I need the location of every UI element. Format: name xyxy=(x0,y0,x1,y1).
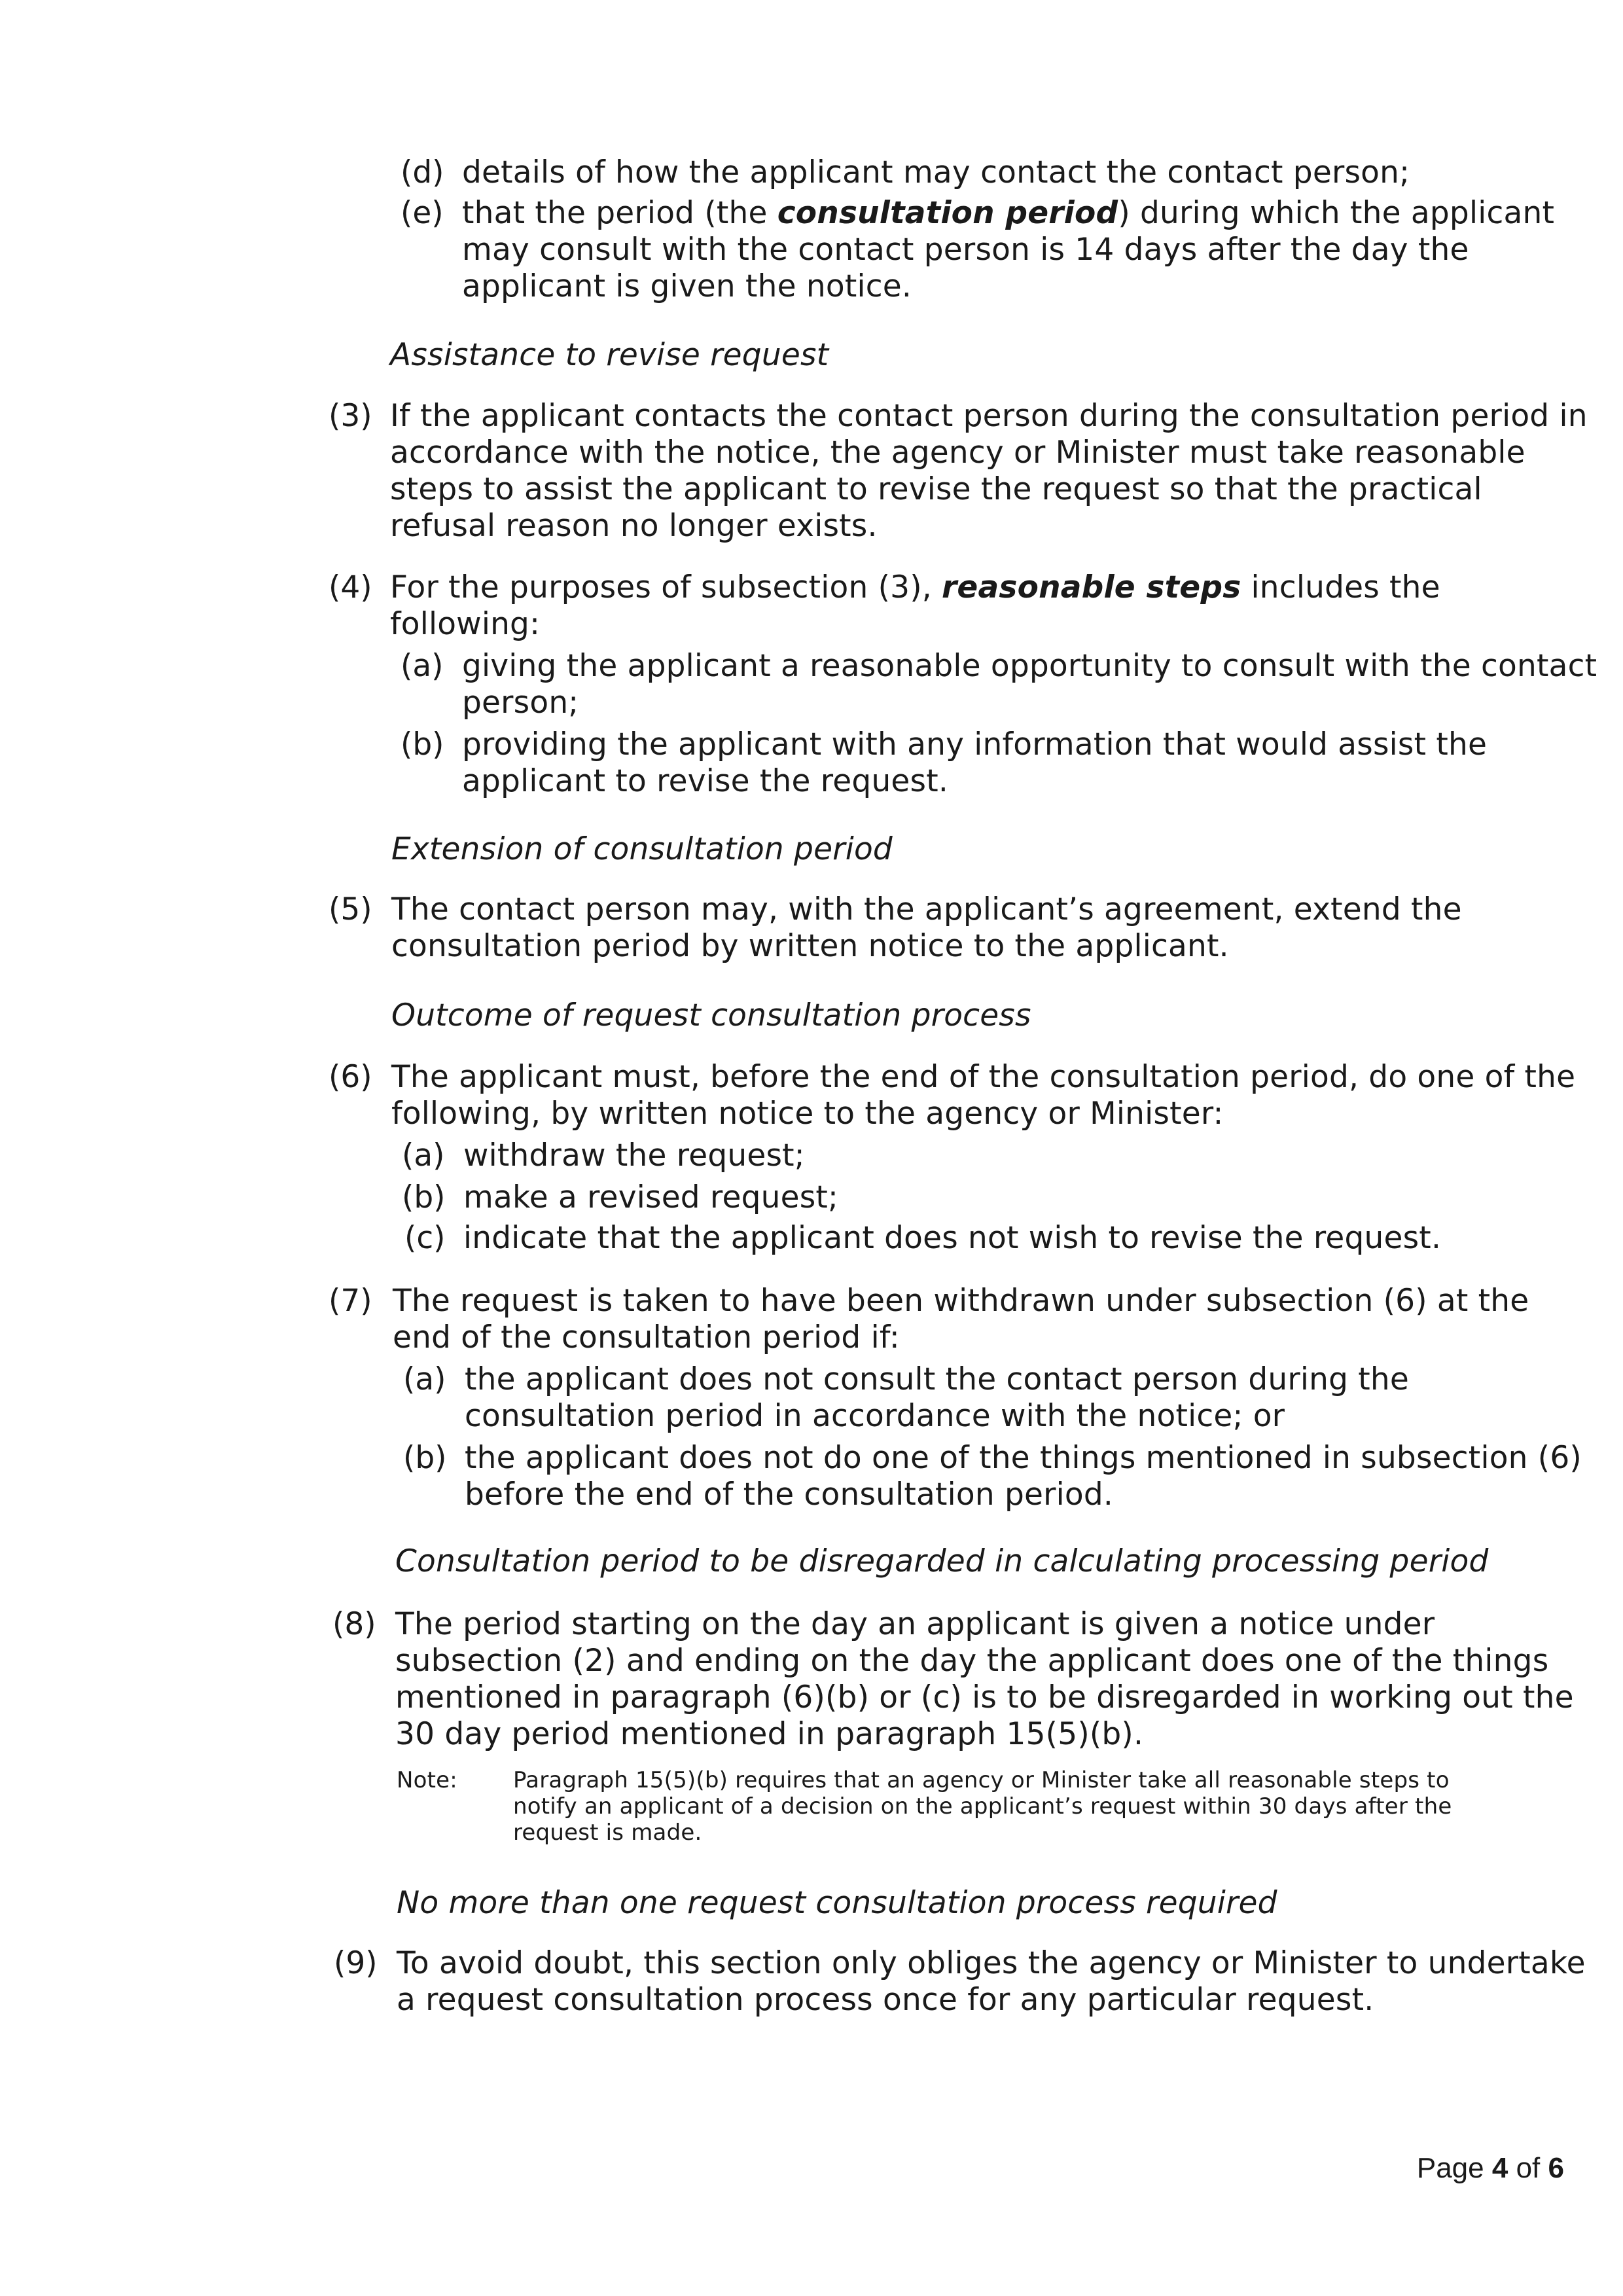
subsection-3-line-1: If the applicant contacts the contact person during the consultation period in xyxy=(390,398,1588,434)
subsection-4-b-line-1: providing the applicant with any information that would assist the xyxy=(462,726,1488,762)
subsection-6-c-text: indicate that the applicant does not wish to revise the request. xyxy=(463,1220,1442,1256)
paragraph-e-line-3: applicant is given the notice. xyxy=(462,268,912,304)
subsection-6-b-label: (b) xyxy=(402,1179,446,1215)
subsection-8-line-1: The period starting on the day an applicant is given a notice under xyxy=(395,1606,1435,1642)
subsection-6-a-text: withdraw the request; xyxy=(463,1138,805,1174)
subsection-8-line-2: subsection (2) and ending on the day the applicant does one of the things xyxy=(395,1643,1549,1679)
paragraph-e-line-2: may consult with the contact person is 14 days after the day the xyxy=(462,232,1469,268)
heading-extension: Extension of consultation period xyxy=(391,831,893,867)
defined-term-reasonable-steps: reasonable steps xyxy=(942,569,1241,605)
paragraph-e-line-1 xyxy=(462,195,1554,232)
subsection-7-a-line-2: consultation period in accordance with the notice; or xyxy=(465,1398,1285,1434)
subsection-6-line-1: The applicant must, before the end of the consultation period, do one of the xyxy=(391,1059,1576,1095)
subsection-9-label: (9) xyxy=(334,1945,378,1981)
subsection-7-a-line-1: the applicant does not consult the contact person during the xyxy=(465,1361,1410,1397)
paragraph-d-label: (d) xyxy=(401,154,444,190)
subsection-7-line-2: end of the consultation period if: xyxy=(393,1319,900,1355)
subsection-7-b-line-1: the applicant does not do one of the things mentioned in subsection (6) xyxy=(465,1440,1582,1476)
heading-once: No more than one request consultation process required xyxy=(397,1885,1277,1921)
subsection-6-label: (6) xyxy=(329,1059,372,1095)
subsection-7-line-1: The request is taken to have been withdrawn under subsection (6) at the xyxy=(393,1283,1529,1319)
total-pages: 6 xyxy=(1548,2152,1564,2184)
subsection-8-label: (8) xyxy=(332,1606,376,1642)
subsection-7-b-label: (b) xyxy=(403,1440,447,1476)
paragraph-e-label: (e) xyxy=(401,195,444,231)
subsection-3-line-3: steps to assist the applicant to revise the request so that the practical xyxy=(390,471,1482,507)
heading-disregard: Consultation period to be disregarded in calculating processing period xyxy=(395,1543,1489,1579)
subsection-6-b-text: make a revised request; xyxy=(463,1179,839,1215)
subsection-4-a-label: (a) xyxy=(401,648,444,684)
subsection-7-label: (7) xyxy=(329,1283,372,1319)
subsection-4-line-2: following: xyxy=(390,606,541,642)
of-word: of xyxy=(1516,2152,1541,2184)
subsection-8-line-4: 30 day period mentioned in paragraph 15(5)(b). xyxy=(395,1716,1144,1752)
subsection-7-b-line-2: before the end of the consultation period. xyxy=(465,1477,1114,1513)
subsection-4-b-label: (b) xyxy=(401,726,444,762)
note-line-3: request is made. xyxy=(513,1820,702,1846)
note-line-1: Paragraph 15(5)(b) requires that an agency or Minister take all reasonable steps to xyxy=(513,1767,1450,1793)
subsection-4-line-1 xyxy=(390,569,1440,606)
paragraph-e-line-1-pre: that the period (the xyxy=(462,195,777,231)
subsection-6-a-label: (a) xyxy=(402,1138,445,1174)
heading-assistance: Assistance to revise request xyxy=(390,337,829,373)
subsection-3-line-2: accordance with the notice, the agency or Minister must take reasonable xyxy=(390,435,1525,471)
heading-outcome: Outcome of request consultation process xyxy=(391,997,1031,1033)
current-page: 4 xyxy=(1491,2152,1508,2184)
subsection-9-line-1: To avoid doubt, this section only obliges the agency or Minister to undertake xyxy=(397,1945,1586,1981)
subsection-4-label: (4) xyxy=(329,569,372,605)
subsection-5-label: (5) xyxy=(329,891,372,927)
subsection-4-b-line-2: applicant to revise the request. xyxy=(462,763,949,799)
subsection-7-a-label: (a) xyxy=(403,1361,446,1397)
page-number xyxy=(1417,2152,1564,2185)
note-line-2: notify an applicant of a decision on the applicant’s request within 30 days after the xyxy=(513,1793,1452,1820)
subsection-8-line-3: mentioned in paragraph (6)(b) or (c) is to be disregarded in working out the xyxy=(395,1679,1574,1715)
subsection-5-line-1: The contact person may, with the applicant’s agreement, extend the xyxy=(391,891,1462,927)
subsection-4-line-1-post: includes the xyxy=(1241,569,1440,605)
subsection-3-line-4: refusal reason no longer exists. xyxy=(390,508,878,544)
subsection-4-line-1-pre: For the purposes of subsection (3), xyxy=(390,569,942,605)
subsection-4-a-line-2: person; xyxy=(462,685,579,721)
defined-term-consultation-period: consultation period xyxy=(777,195,1118,231)
page-word: Page xyxy=(1416,2152,1484,2184)
paragraph-e-line-1-post: ) during which the applicant xyxy=(1118,195,1555,231)
subsection-4-a-line-1: giving the applicant a reasonable opportunity to consult with the contact xyxy=(462,648,1597,684)
subsection-5-line-2: consultation period by written notice to the applicant. xyxy=(391,928,1229,964)
subsection-6-c-label: (c) xyxy=(404,1220,446,1256)
subsection-3-label: (3) xyxy=(329,398,372,434)
subsection-6-line-2: following, by written notice to the agency or Minister: xyxy=(391,1096,1224,1132)
subsection-9-line-2: a request consultation process once for any particular request. xyxy=(397,1982,1374,2018)
note-label: Note: xyxy=(397,1767,457,1793)
paragraph-d-text: details of how the applicant may contact the contact person; xyxy=(462,154,1410,190)
